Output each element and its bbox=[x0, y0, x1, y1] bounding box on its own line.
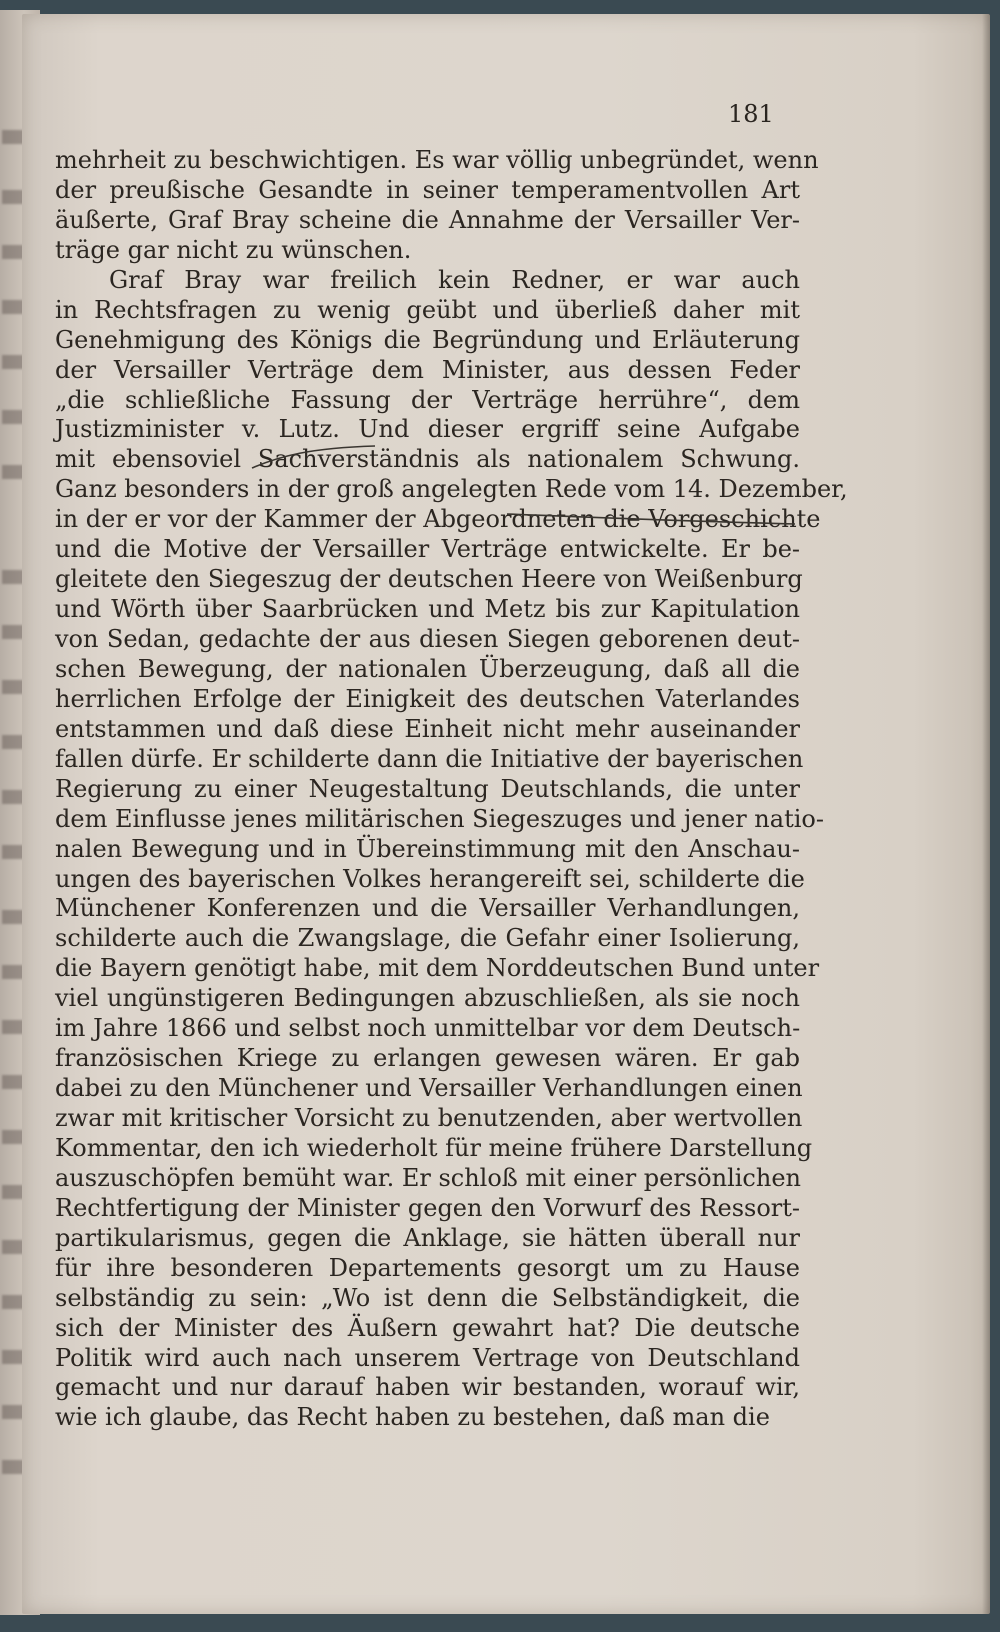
text-line: Genehmigung des Königs die Begründung und Erläuterung bbox=[55, 325, 800, 354]
text-line: für ihre besonderen Departements gesorgt um zu Hause bbox=[55, 1253, 800, 1282]
text-line: äußerte, Graf Bray scheine die Annahme der Versailler Ver- bbox=[55, 205, 800, 234]
text-line: Justizminister v. Lutz. Und dieser ergriff seine Aufgabe bbox=[55, 415, 800, 444]
text-line: fallen dürfe. Er schilderte dann die Initiative der bayerischen bbox=[55, 744, 804, 773]
text-line: zwar mit kritischer Vorsicht zu benutzenden, aber wertvollen bbox=[55, 1104, 803, 1132]
text-line: die Bayern genötigt habe, mit dem Norddeutschen Bund unter bbox=[55, 954, 820, 983]
text-line: in der er vor der Kammer der Abgeordneten die Vorgeschichte bbox=[55, 505, 821, 534]
text-line: gleitete den Siegeszug der deutschen Heere von Weißenburg bbox=[55, 565, 803, 594]
text-line: Politik wird auch nach unserem Vertrage von Deutschland bbox=[55, 1343, 800, 1372]
text-line: Münchener Konferenzen und die Versailler Verhandlungen, bbox=[55, 894, 800, 923]
text-line: dabei zu den Münchener und Versailler Verhandlungen einen bbox=[55, 1074, 803, 1103]
text-line: schen Bewegung, der nationalen Überzeugung, daß all die bbox=[55, 654, 800, 683]
text-line: schilderte auch die Zwangslage, die Gefahr einer Isolierung, bbox=[55, 924, 800, 953]
page-number: 181 bbox=[728, 100, 774, 128]
text-line: der Versailler Verträge dem Minister, aus dessen Feder bbox=[55, 355, 800, 384]
page-edge-shadow bbox=[982, 14, 990, 1614]
text-line: träge gar nicht zu wünschen. bbox=[55, 235, 412, 264]
text-line: selbständig zu sein: „Wo ist denn die Selbständigkeit, die bbox=[55, 1283, 800, 1312]
text-line: wie ich glaube, das Recht haben zu bestehen, daß man die bbox=[55, 1403, 770, 1432]
text-line: auszuschöpfen bemüht war. Er schloß mit einer persönlichen bbox=[55, 1163, 801, 1192]
text-line: dem Einflusse jenes militärischen Siegeszuges und jener natio- bbox=[55, 804, 824, 833]
text-line: französischen Kriege zu erlangen gewesen wären. Er gab bbox=[55, 1044, 800, 1073]
text-line: herrlichen Erfolge der Einigkeit des deutschen Vaterlandes bbox=[55, 684, 800, 713]
text-line: partikularismus, gegen die Anklage, sie hätten überall nur bbox=[55, 1223, 800, 1252]
text-line: Regierung zu einer Neugestaltung Deutschlands, die unter bbox=[55, 774, 800, 803]
body-text bbox=[55, 146, 848, 1433]
text-line: Rechtfertigung der Minister gegen den Vorwurf des Ressort- bbox=[55, 1193, 800, 1222]
text-line: ungen des bayerischen Volkes herangereift sei, schilderte die bbox=[55, 864, 805, 893]
text-line: viel ungünstigeren Bedingungen abzuschließen, als sie noch bbox=[55, 984, 800, 1013]
text-line: in Rechtsfragen zu wenig geübt und überließ daher mit bbox=[55, 295, 800, 324]
text-line: und die Motive der Versailler Verträge entwickelte. Er be- bbox=[55, 535, 800, 564]
text-line: und Wörth über Saarbrücken und Metz bis zur Kapitulation bbox=[55, 595, 800, 624]
text-line: mit ebensoviel Sachverständnis als nationalem Schwung. bbox=[55, 445, 800, 474]
text-line: sich der Minister des Äußern gewahrt hat? Die deutsche bbox=[55, 1313, 800, 1342]
text-line: nalen Bewegung und in Übereinstimmung mit den Anschau- bbox=[55, 834, 800, 863]
text-line: Kommentar, den ich wiederholt für meine frühere Darstellung bbox=[55, 1133, 813, 1162]
text-line: mehrheit zu beschwichtigen. Es war völlig unbegründet, wenn bbox=[55, 146, 819, 174]
text-line: Graf Bray war freilich kein Redner, er war auch bbox=[109, 265, 800, 294]
text-line: Ganz besonders in der groß angelegten Rede vom 14. Dezember, bbox=[55, 475, 848, 504]
text-line: „die schließliche Fassung der Verträge herrühre“, dem bbox=[55, 385, 800, 414]
text-line: gemacht und nur darauf haben wir bestanden, worauf wir, bbox=[55, 1373, 800, 1402]
text-line: entstammen und daß diese Einheit nicht mehr auseinander bbox=[55, 714, 800, 743]
text-line: von Sedan, gedachte der aus diesen Siegen geborenen deut- bbox=[55, 625, 800, 653]
text-line: der preußische Gesandte in seiner temperamentvollen Art bbox=[55, 175, 800, 204]
text-line: im Jahre 1866 und selbst noch unmittelbar vor dem Deutsch- bbox=[55, 1014, 801, 1043]
